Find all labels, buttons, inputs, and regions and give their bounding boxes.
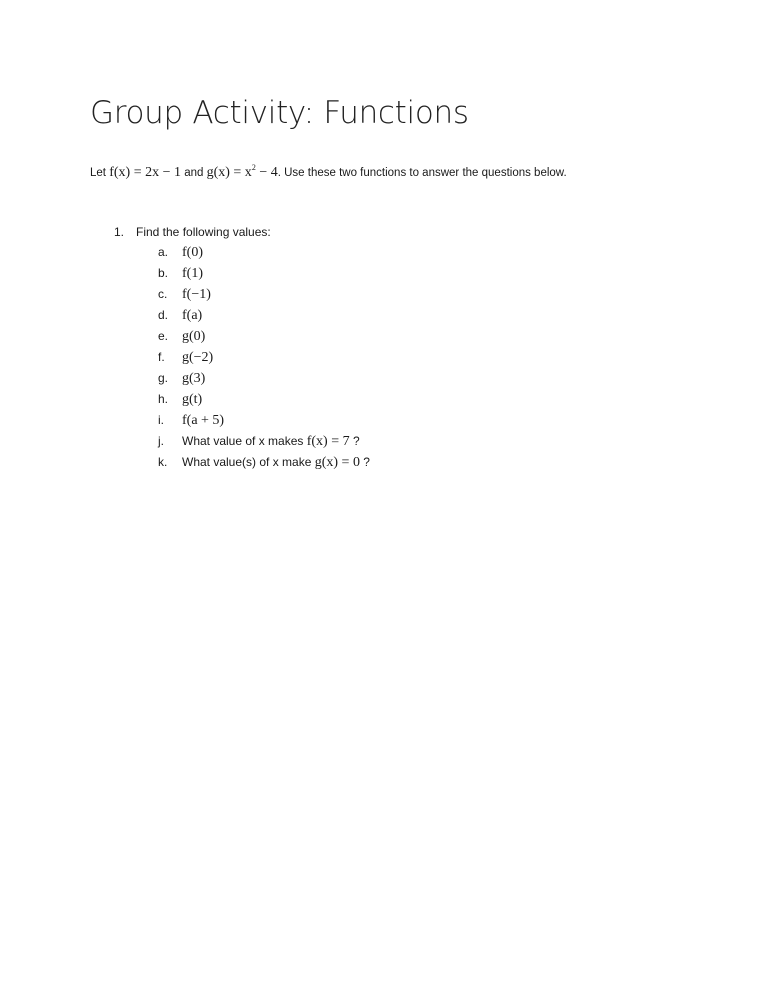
sub-question-item	[158, 410, 370, 431]
sub-question-expression: f(a)	[182, 308, 203, 323]
question-number: 1.	[114, 225, 125, 239]
intro-rest: . Use these two functions to answer the questions below.	[277, 167, 567, 179]
sub-question-expression: g(−2)	[182, 350, 214, 365]
sub-question-item	[158, 242, 370, 263]
sub-question-expression: g(x) = 0	[314, 455, 360, 470]
sub-question-expression: f(x) = 7	[306, 434, 350, 449]
sub-question-expression: g(t)	[182, 392, 203, 407]
sub-question-item	[158, 452, 370, 473]
question-text: Find the following values:	[136, 225, 271, 239]
sub-question-item	[158, 263, 370, 284]
sub-question-letter: a.	[158, 245, 169, 259]
sub-question-item	[158, 368, 370, 389]
sub-question-letter: e.	[158, 329, 169, 343]
g-definition	[207, 165, 278, 180]
sub-question-letter: c.	[158, 287, 168, 301]
sub-question-item	[158, 326, 370, 347]
sub-question-expression: g(3)	[182, 371, 206, 386]
sub-question-letter: f.	[158, 350, 165, 364]
sub-question-letter: h.	[158, 392, 169, 406]
question-1	[114, 223, 271, 241]
sub-question-suffix: ?	[352, 434, 360, 448]
sub-question-expression: f(a + 5)	[182, 413, 225, 428]
sub-question-suffix: ?	[363, 455, 370, 469]
sub-question-letter: d.	[158, 308, 169, 322]
intro-let: Let	[90, 167, 106, 179]
page-title: Group Activity: Functions	[90, 95, 469, 131]
sub-question-letter: b.	[158, 266, 169, 280]
sub-question-item	[158, 305, 370, 326]
sub-question-letter: g.	[158, 371, 169, 385]
sub-question-item	[158, 431, 370, 452]
sub-question-expression: f(−1)	[182, 287, 211, 302]
g-definition-base: g(x) = x	[206, 165, 252, 180]
sub-question-letter: i.	[158, 413, 164, 427]
sub-question-prefix: What value of x makes	[182, 434, 304, 448]
sub-question-letter: k.	[158, 455, 168, 469]
sub-question-item	[158, 347, 370, 368]
f-definition: f(x) = 2x − 1	[109, 165, 181, 180]
intro-and: and	[184, 167, 204, 179]
g-definition-exponent: 2	[251, 163, 256, 172]
sub-question-item	[158, 389, 370, 410]
sub-question-expression: f(1)	[182, 266, 203, 281]
sub-question-expression: g(0)	[182, 329, 206, 344]
sub-question-prefix: What value(s) of x make	[182, 455, 312, 469]
sub-question-item	[158, 284, 370, 305]
sub-question-letter: j.	[158, 434, 164, 448]
intro-paragraph	[90, 163, 567, 183]
sub-question-expression: f(0)	[182, 245, 203, 260]
sub-question-list	[158, 242, 370, 473]
g-definition-tail: − 4	[255, 165, 278, 180]
